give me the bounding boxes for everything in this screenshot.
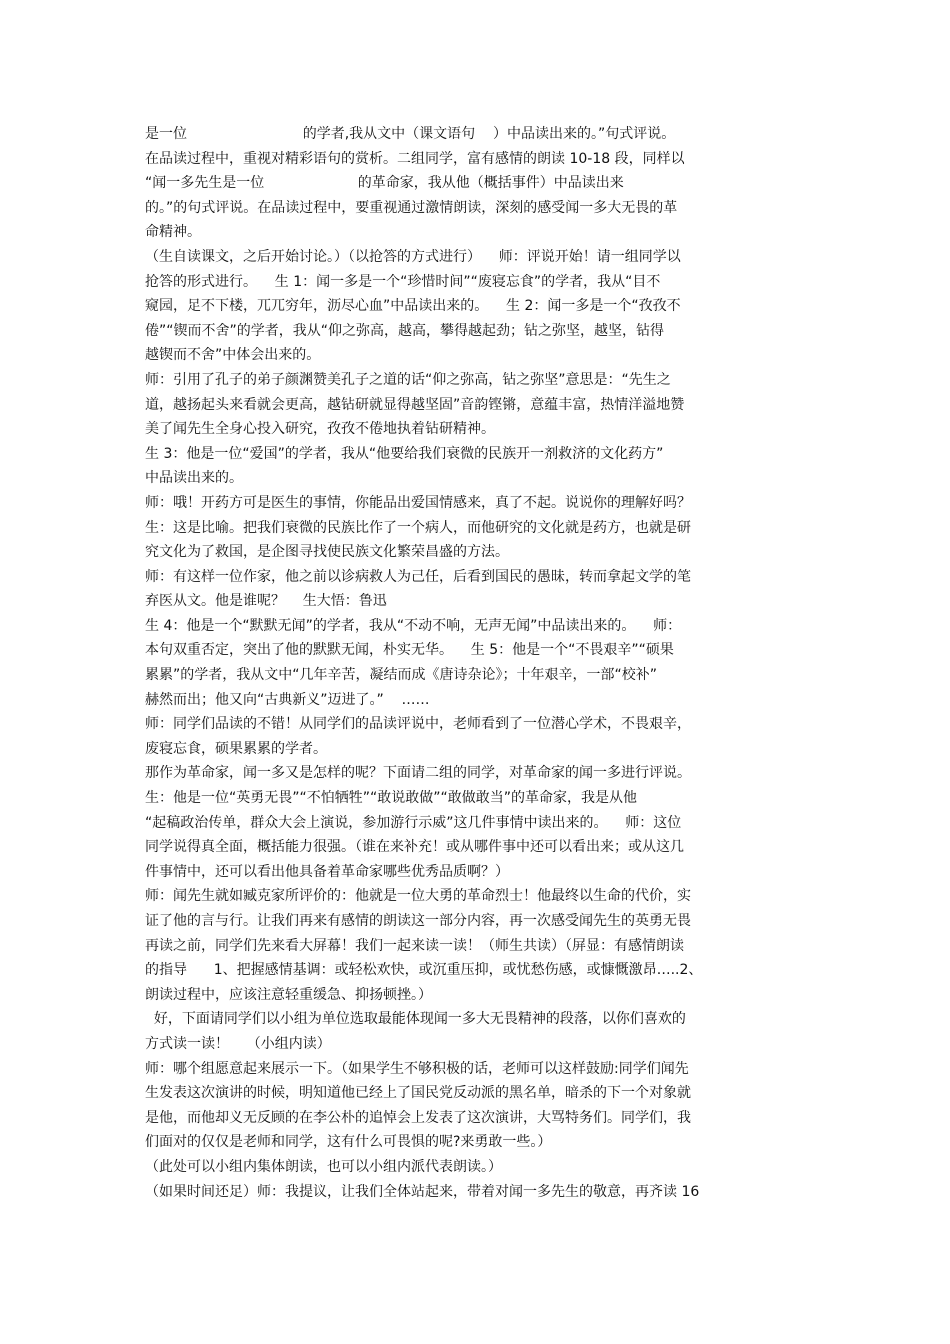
text-line: 抢答的形式进行。 生 1：闻一多是一个“珍惜时间”“废寝忘食”的学者，我从“目不 [145, 273, 661, 290]
text-line: 同学说得真全面，概括能力很强。（谁在来补充！或从哪件事中还可以看出来；或从这几 [145, 839, 684, 856]
text-line: 生发表这次演讲的时候，明知道他已经上了国民党反动派的黑名单，暗杀的下一个对象就 [145, 1085, 691, 1102]
text-line: 弃医从文。他是谁呢？ 生大悟：鲁迅 [145, 593, 387, 610]
text-line: 师：哪个组愿意起来展示一下。（如果学生不够积极的话，老师可以这样鼓励:同学们闻先 [145, 1060, 689, 1077]
text-line: 的。”的句式评说。在品读过程中，要重视通过激情朗读，深刻的感受闻一多大无畏的革 [145, 199, 678, 216]
text-line: 命精神。 [145, 224, 201, 241]
text-line: 废寝忘食，硕果累累的学者。 [145, 740, 327, 757]
text-line: （此处可以小组内集体朗读，也可以小组内派代表朗读。） [145, 1158, 502, 1175]
text-line: 越锲而不舍”中体会出来的。 [145, 347, 321, 364]
text-line: “起稿政治传单，群众大会上演说，参加游行示威”这几件事情中读出来的。 师：这位 [145, 814, 682, 831]
text-line: 朗读过程中，应该注意轻重缓急、抑扬顿挫。） [145, 986, 432, 1003]
text-line: 倦”“锲而不舍”的学者，我从“仰之弥高，越高，攀得越起劲；钻之弥坚，越坚，钻得 [145, 322, 665, 339]
text-line: 生：这是比喻。把我们衰微的民族比作了一个病人，而他研究的文化就是药方，也就是研 [145, 519, 691, 536]
text-line: “闻一多先生是一位 的革命家，我从他（概括事件）中品读出来 [145, 175, 624, 192]
text-line: 美了闻先生全身心投入研究，孜孜不倦地执着钻研精神。 [145, 421, 495, 438]
text-line: 的指导 1、把握感情基调：或轻松欢快，或沉重压抑，或忧愁伤感，或慷慨激昂…..2、 [145, 962, 703, 979]
text-line: 再读之前，同学们先来看大屏幕！我们一起来读一读！（师生共读）（屏显：有感情朗读 [145, 937, 684, 954]
text-line: （生自读课文，之后开始讨论。）（以抢答的方式进行） 师：评说开始！请一组同学以 [145, 248, 681, 265]
text-line: 那作为革命家，闻一多又是怎样的呢？下面请二组的同学，对革命家的闻一多进行评说。 [145, 765, 691, 782]
text-line: 师：同学们品读的不错！从同学们的品读评说中，老师看到了一位潜心学术，不畏艰辛， [145, 716, 691, 733]
text-line: 师：引用了孔子的弟子颜渊赞美孔子之道的话“仰之弥高，钻之弥坚”意思是：“先生之 [145, 371, 671, 388]
text-line: 本句双重否定，突出了他的默默无闻，朴实无华。 生 5：他是一个“不畏艰辛”“硕果 [145, 642, 674, 659]
text-line: 生 3：他是一位“爱国”的学者，我从“他要给我们衰微的民族开一剂救济的文化药方” [145, 445, 664, 462]
text-line: 证了他的言与行。让我们再来有感情的朗读这一部分内容，再一次感受闻先生的英勇无畏 [145, 913, 691, 929]
text-line: 是他，而他却义无反顾的在李公朴的追悼会上发表了这次演讲，大骂特务们。同学们，我 [145, 1109, 691, 1126]
text-line: 好，下面请同学们以小组为单位选取最能体现闻一多大无畏精神的段落，以你们喜欢的 [145, 1011, 686, 1028]
text-line: 在品读过程中，重视对精彩语句的赏析。二组同学，富有感情的朗读 10-18 段，同样以 [145, 150, 685, 167]
text-line: 件事情中，还可以看出他具备着革命家哪些优秀品质啊？） [145, 863, 509, 880]
text-line: 中品读出来的。 [145, 470, 243, 487]
text-line: 师：有这样一位作家，他之前以诊病救人为己任，后看到国民的愚昧，转而拿起文学的笔 [145, 568, 691, 585]
text-line: （如果时间还足）师：我提议，让我们全体站起来，带着对闻一多先生的敬意，再齐读 16 [145, 1183, 700, 1200]
text-line: 生 4：他是一个“默默无闻”的学者，我从“不动不响，无声无闻”中品读出来的。 师： [145, 617, 682, 634]
text-line: 赫然而出；他又向“古典新义”迈进了。” …… [145, 691, 430, 708]
text-line: 道，越扬起头来看就会更高，越钻研就显得越坚固”音韵铿锵，意蕴丰富，热情洋溢地赞 [145, 396, 685, 413]
text-line: 师：闻先生就如臧克家所评价的：他就是一位大勇的革命烈士！他最终以生命的代价，实 [145, 888, 691, 905]
text-line: 究文化为了救国，是企图寻找使民族文化繁荣昌盛的方法。 [145, 544, 509, 561]
text-line: 是一位 的学者,我从文中（课文语句 ）中品读出来的。”句式评说。 [145, 126, 676, 142]
text-line: 累累”的学者，我从文中“几年辛苦，凝结而成《唐诗杂论》；十年艰辛，一部“校补” [145, 667, 658, 684]
text-line: 生：他是一位“英勇无畏”“不怕牺牲”“敢说敢做”“敢做敢当”的革命家，我是从他 [145, 790, 638, 807]
text-line: 师：哦！开药方可是医生的事情，你能品出爱国情感来，真了不起。说说你的理解好吗？ [145, 494, 691, 511]
text-line: 方式读一读！ （小组内读） [145, 1035, 331, 1052]
text-line: 窥园，足不下楼，兀兀穷年，沥尽心血”中品读出来的。 生 2：闻一多是一个“孜孜不 [145, 298, 681, 315]
text-line: 们面对的仅仅是老师和同学，这有什么可畏惧的呢?来勇敢一些。） [145, 1134, 552, 1151]
document-body [145, 122, 810, 1204]
